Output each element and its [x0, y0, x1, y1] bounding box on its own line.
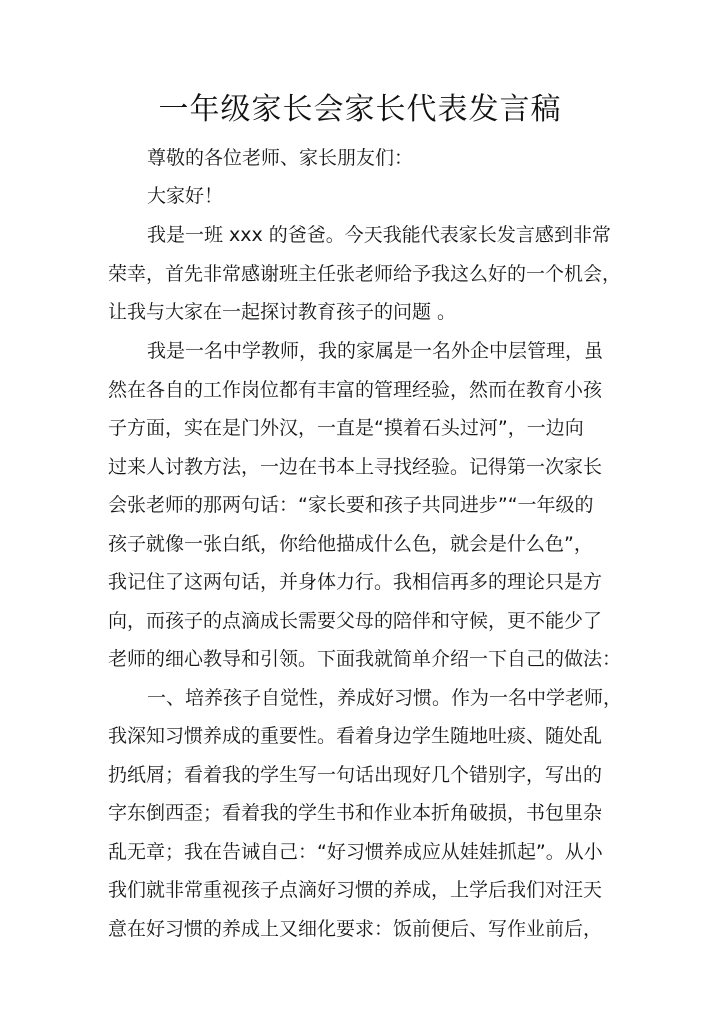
paragraph-2-line-4: 过来人讨教方法，一边在书本上寻找经验。记得第一次家长 — [108, 456, 603, 478]
salutation: 尊敬的各位老师、家长朋友们： — [147, 147, 414, 169]
paragraph-1-line-1: 我是一班 xxx 的爸爸。今天我能代表家长发言感到非常 — [147, 224, 611, 246]
paragraph-2-line-2: 然在各自的工作岗位都有丰富的管理经验，然而在教育小孩 — [108, 379, 603, 401]
paragraph-2-line-8: 向，而孩子的点滴成长需要父母的陪伴和守候，更不能少了 — [108, 610, 603, 632]
paragraph-3-line-4: 字东倒西歪；看着我的学生书和作业本折角破损，书包里杂 — [108, 802, 603, 824]
paragraph-2-line-7: 我记住了这两句话，并身体力行。我相信再多的理论只是方 — [108, 571, 603, 593]
paragraph-3-line-6: 我们就非常重视孩子点滴好习惯的养成，上学后我们对汪天 — [108, 879, 603, 901]
paragraph-2-line-1: 我是一名中学教师，我的家属是一名外企中层管理，虽 — [147, 340, 604, 362]
paragraph-3-line-1: 一、培养孩子自觉性，养成好习惯。作为一名中学老师， — [147, 687, 623, 709]
paragraph-2-line-9: 老师的细心教导和引领。下面我就简单介绍一下自己的做法： — [108, 648, 622, 670]
paragraph-3-line-3: 扔纸屑；看着我的学生写一句话出现好几个错别字，写出的 — [108, 764, 603, 786]
paragraph-3-line-7: 意在好习惯的养成上又细化要求：饭前便后、写作业前后， — [108, 918, 603, 940]
paragraph-3-line-2: 我深知习惯养成的重要性。看着身边学生随地吐痰、随处乱 — [108, 725, 603, 747]
paragraph-1-line-2: 荣幸，首先非常感谢班主任张老师给予我这么好的一个机会， — [108, 263, 622, 285]
paragraph-2-line-5: 会张老师的那两句话：“家长要和孩子共同进步”“一年级的 — [108, 494, 594, 516]
paragraph-2-line-3: 子方面，实在是门外汉，一直是“摸着石头过河”，一边向 — [108, 417, 584, 439]
paragraph-2-line-6: 孩子就像一张白纸，你给他描成什么色，就会是什么色”， — [108, 533, 593, 555]
document-title: 一年级家长会家长代表发言稿 — [158, 92, 562, 127]
greeting: 大家好！ — [147, 185, 224, 207]
paragraph-1-line-3: 让我与大家在一起探讨教育孩子的问题 。 — [108, 301, 457, 323]
paragraph-3-line-5: 乱无章；我在告诫自己：“好习惯养成应从娃娃抓起”。从小 — [108, 841, 603, 863]
